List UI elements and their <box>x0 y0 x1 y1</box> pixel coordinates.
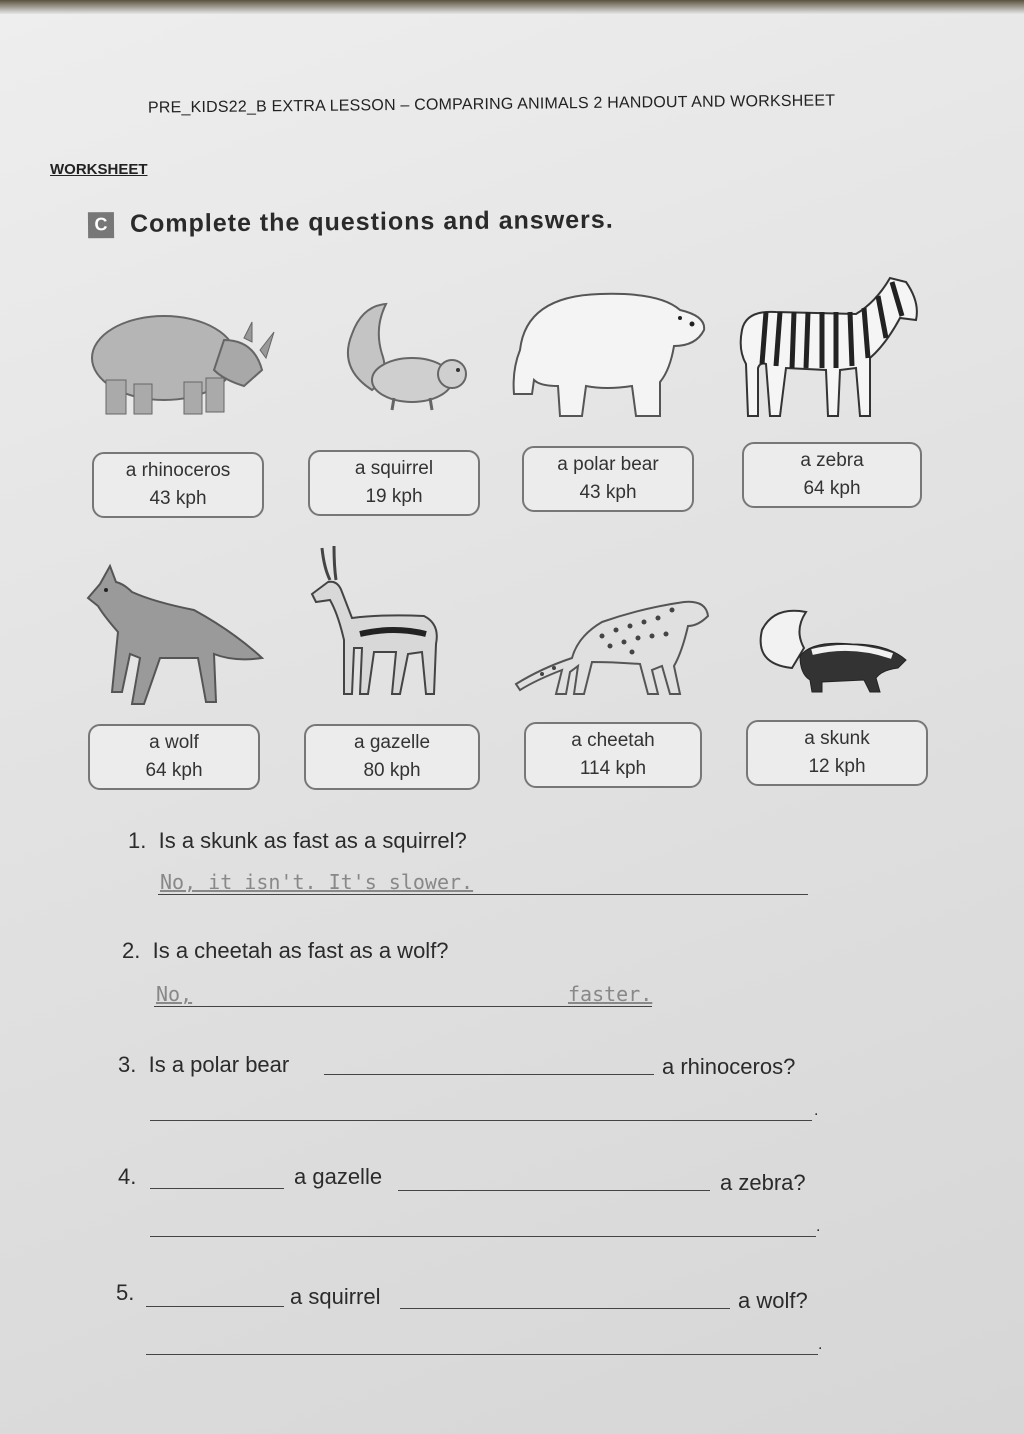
blank-4-start[interactable] <box>150 1188 284 1189</box>
question-part-1: Is a polar bear <box>148 1052 290 1077</box>
animal-card-zebra <box>742 442 922 508</box>
animal-speed: 43 kph <box>149 488 207 509</box>
animal-name: a wolf <box>149 732 199 753</box>
skunk-icon <box>752 604 910 694</box>
question-3 <box>118 1052 289 1078</box>
question-text: Is a cheetah as fast as a wolf? <box>152 938 449 963</box>
animal-name: a skunk <box>804 728 870 749</box>
animal-name: a rhinoceros <box>125 460 231 481</box>
page-top-edge <box>0 0 1024 14</box>
animal-speed: 12 kph <box>808 756 866 777</box>
section-letter-badge: C <box>88 212 114 238</box>
animal-card-squirrel <box>308 450 480 516</box>
animal-name: a gazelle <box>353 732 431 753</box>
cheetah-icon <box>512 596 712 700</box>
answer-2-handwritten-end: faster. <box>568 982 653 1006</box>
question-4-part-1: a gazelle <box>294 1164 383 1189</box>
answer-2-handwritten-start: No, <box>156 982 193 1006</box>
animal-card-wolf <box>88 724 260 790</box>
animal-card-cheetah <box>524 722 702 788</box>
animal-speed: 80 kph <box>363 760 421 781</box>
answer-line-2 <box>154 1006 652 1007</box>
answer-line-4[interactable] <box>150 1236 816 1237</box>
animal-speed: 19 kph <box>365 486 423 507</box>
blank-4-comparison[interactable] <box>398 1190 710 1191</box>
question-number: 1. <box>128 828 147 853</box>
blank-3-comparison[interactable] <box>324 1074 654 1075</box>
blank-5-start[interactable] <box>146 1306 284 1307</box>
section-heading <box>88 206 614 240</box>
answer-5-period: . <box>818 1336 823 1353</box>
answer-1-handwritten: No, it isn't. It's slower. <box>160 870 474 894</box>
rhinoceros-icon <box>84 300 276 420</box>
worksheet-label: WORKSHEET <box>50 161 148 178</box>
question-1 <box>128 828 467 854</box>
wolf-icon <box>84 562 266 712</box>
section-title: Complete the questions and answers. <box>129 205 614 238</box>
answer-line-5[interactable] <box>146 1354 818 1355</box>
animal-speed: 64 kph <box>803 478 861 499</box>
question-5-end: a wolf? <box>738 1288 808 1313</box>
question-2 <box>122 938 449 964</box>
question-5-number: 5. <box>116 1280 135 1305</box>
animal-card-skunk <box>746 720 928 786</box>
question-3-end: a rhinoceros? <box>662 1054 796 1079</box>
question-4-number: 4. <box>118 1164 137 1189</box>
animal-speed: 43 kph <box>579 482 637 503</box>
polar-bear-icon <box>510 290 710 424</box>
zebra-icon <box>736 272 922 420</box>
answer-line-3[interactable] <box>150 1120 812 1121</box>
animal-speed: 64 kph <box>145 760 203 781</box>
question-text: Is a skunk as fast as a squirrel? <box>158 828 467 853</box>
answer-3-period: . <box>814 1102 819 1119</box>
animal-name: a polar bear <box>557 454 659 475</box>
question-5-part-1: a squirrel <box>290 1284 381 1309</box>
handout-header: PRE_KIDS22_B EXTRA LESSON – COMPARING ANIMALS 2 HANDOUT AND WORKSHEET <box>147 92 836 117</box>
animal-name: a zebra <box>800 450 864 471</box>
answer-4-period: . <box>816 1218 821 1235</box>
animal-speed: 114 kph <box>579 758 647 779</box>
animal-card-rhinoceros <box>92 452 264 518</box>
animal-card-gazelle <box>304 724 480 790</box>
animal-name: a cheetah <box>571 730 655 751</box>
gazelle-icon <box>304 544 446 704</box>
animal-name: a squirrel <box>354 458 434 479</box>
answer-line-1 <box>158 894 808 895</box>
squirrel-icon <box>334 298 474 412</box>
question-number: 2. <box>122 938 141 963</box>
blank-5-comparison[interactable] <box>400 1308 730 1309</box>
question-4-end: a zebra? <box>720 1170 806 1195</box>
question-number: 3. <box>118 1052 137 1077</box>
animal-card-polar-bear <box>522 446 694 512</box>
